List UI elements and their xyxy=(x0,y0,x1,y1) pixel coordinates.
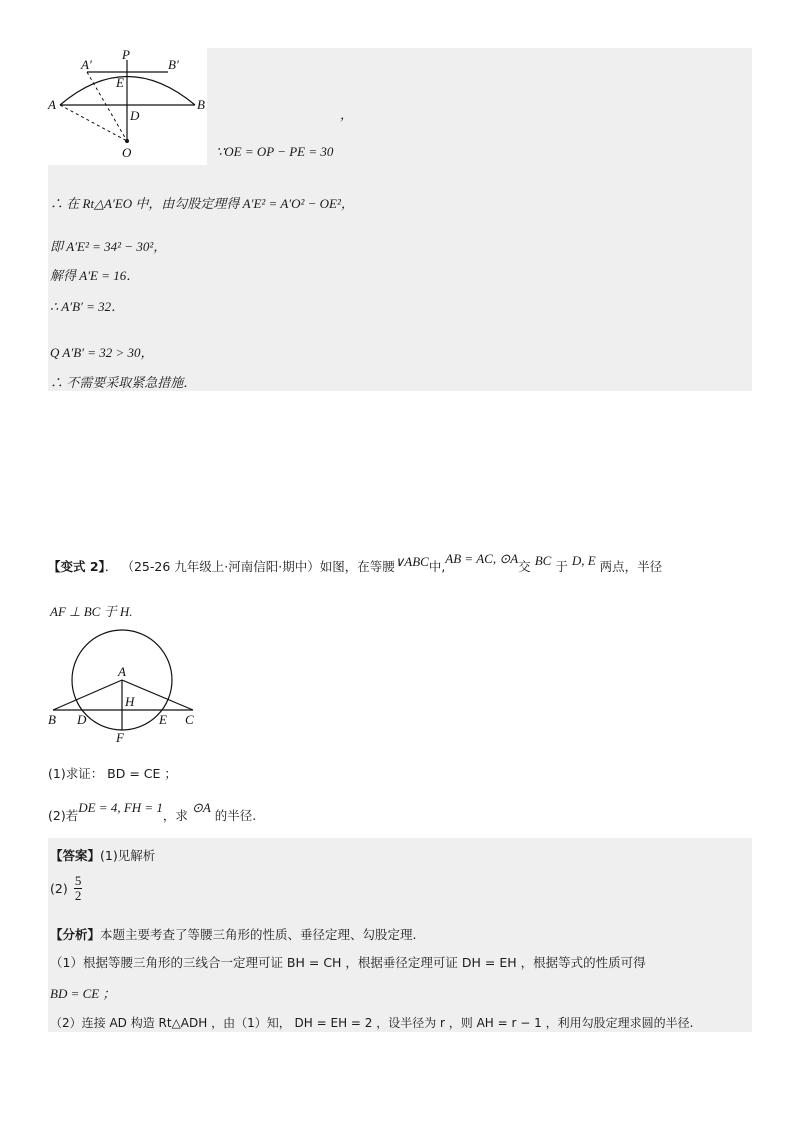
label-P: P xyxy=(122,47,130,62)
answer-2-prefix: (2) xyxy=(50,881,68,896)
solution-line-6: Q A′B′ = 32 > 30， xyxy=(50,345,154,360)
label-B-prime: B′ xyxy=(168,57,179,72)
label-O: O xyxy=(122,145,132,160)
stem-part-7: D, E xyxy=(571,553,596,568)
label-A: A xyxy=(48,97,56,112)
problem-stem xyxy=(48,551,663,575)
q2-part-4: 的半径. xyxy=(214,808,257,823)
stem-part-0: 如图，在等腰 xyxy=(319,559,395,574)
analysis-text: 本题主要考查了等腰三角形的性质、垂径定理、勾股定理. xyxy=(100,927,417,942)
answer-2-fraction xyxy=(74,874,83,903)
answer-line-2 xyxy=(50,874,82,903)
label-C: C xyxy=(185,712,194,727)
stem-part-2: 中, xyxy=(428,559,446,574)
fraction-numerator: 5 xyxy=(74,873,82,888)
q2-part-3: ⊙A xyxy=(191,800,211,815)
solution-line-5: ∴ A′B′ = 32． xyxy=(50,299,125,314)
label-H: H xyxy=(125,694,135,709)
label-E: E xyxy=(116,75,124,90)
question-1: (1)求证： BD = CE ； xyxy=(48,766,177,781)
answer-line-1 xyxy=(50,846,155,864)
solution-line-2: ∴ 在 Rt△A′EO 中，由勾股定理得 A′E² = A′O² − OE²， xyxy=(50,196,354,211)
analysis-step-2: （2）连接 AD 构造 Rt△ADH ，由（1）知， DH = EH = 2 ，设半径为 r ，则 AH = r − 1 ，利用勾股定理求圆的半径. xyxy=(50,1016,694,1030)
stem-part-6: 于 xyxy=(555,559,568,574)
label-E: E xyxy=(159,712,167,727)
stem-part-4: 交 xyxy=(518,559,531,574)
arc-bridge-figure xyxy=(45,45,210,165)
analysis-step-1b: BD = CE ； xyxy=(50,986,116,1001)
label-D: D xyxy=(130,108,140,123)
problem-tag: 【变式 2】 xyxy=(48,559,105,574)
label-B: B xyxy=(197,97,205,112)
solution-line-4: 解得 A′E = 16． xyxy=(50,268,140,283)
label-F: F xyxy=(116,730,124,745)
analysis-step-1: （1）根据等腰三角形的三线合一定理可证 BH = CH ，根据垂径定理可证 DH = EH ，根据等式的性质可得 xyxy=(50,955,646,970)
q2-part-1: DE = 4, FH = 1 xyxy=(78,800,163,815)
label-A: A xyxy=(118,664,126,679)
analysis-label: 【分析】 xyxy=(50,927,101,942)
label-A-prime: A′ xyxy=(81,57,92,72)
problem-dot: ． xyxy=(104,559,118,574)
answer-label: 【答案】 xyxy=(50,848,101,863)
solution-line-7: ∴ 不需要采取紧急措施． xyxy=(50,375,197,390)
stem-part-5: BC xyxy=(534,553,552,568)
trailing-comma: ， xyxy=(340,107,354,122)
question-2 xyxy=(48,800,257,824)
solution-line-1: ∵OE = OP − PE = 30 xyxy=(216,144,334,159)
answer-1: (1)见解析 xyxy=(100,848,156,863)
stem-part-1: ∨ABC xyxy=(394,554,429,569)
problem-source: （25-26 九年级上·河南信阳·期中） xyxy=(121,559,320,574)
solution-line-3: 即 A′E² = 34² − 30²， xyxy=(50,239,167,254)
q2-part-2: ，求 xyxy=(162,808,188,823)
circle-triangle-figure xyxy=(45,628,205,748)
q2-part-0: (2)若 xyxy=(48,808,79,823)
label-B: B xyxy=(48,712,56,727)
fraction-denominator: 2 xyxy=(74,888,82,903)
stem-part-8: 两点，半径 xyxy=(599,559,663,574)
stem-part-3: AB = AC, ⊙A xyxy=(445,551,519,566)
analysis-line xyxy=(50,925,417,943)
label-D: D xyxy=(77,712,87,727)
problem-stem-line2: AF ⊥ BC 于 H. xyxy=(50,604,133,619)
